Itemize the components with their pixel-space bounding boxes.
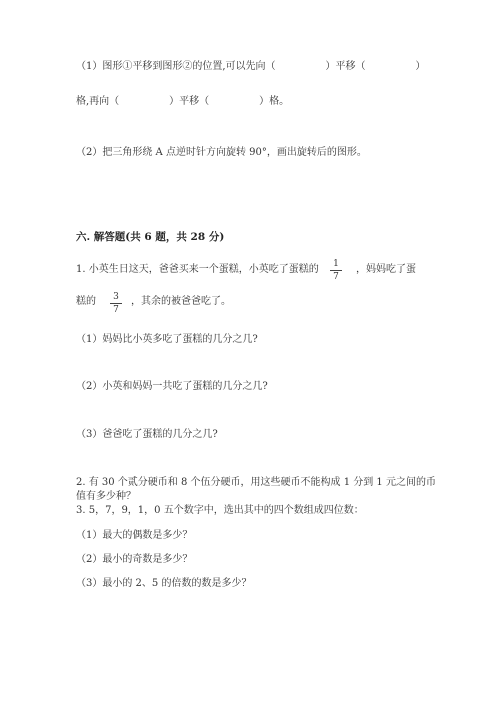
q1-stem-part-c: 糕的 [76, 296, 96, 307]
q1-sub-question-2: （2）小英和妈妈一共吃了蛋糕的几分之几? [76, 381, 268, 392]
q2-line-1: 2. 有 30 个贰分硬币和 8 个伍分硬币，用这些硬币不能构成 1 分到 1 元之间的币 [76, 477, 436, 488]
fraction-denominator: 7 [333, 272, 339, 282]
q5-part1-line2: 格,再向（ ）平移（ ）格。 [76, 96, 290, 107]
fraction-bar [330, 270, 342, 271]
q1-fraction-1 [329, 259, 343, 282]
q5-part2-line: （2）把三角形绕 A 点逆时针方向旋转 90°，画出旋转后的图形。 [76, 147, 367, 158]
q1-sub-question-1: （1）妈妈比小英多吃了蛋糕的几分之几? [76, 334, 258, 345]
q5-part1-line1: （1）图形①平移到图形②的位置,可以先向（ ）平移（ ） [76, 61, 426, 72]
q2-line-2: 值有多少种？ [76, 491, 136, 502]
q3-stem: 3. 5，7，9，1，0 五个数字中，选出其中的四个数组成四位数： [76, 505, 364, 516]
q3-sub-question-1: （1）最大的偶数是多少？ [76, 530, 193, 541]
fraction-bar [110, 303, 122, 304]
q1-stem-part-b: ，妈妈吃了蛋 [356, 264, 416, 275]
section-6-title: 六. 解答题(共 6 题，共 28 分) [76, 231, 225, 243]
fraction-denominator: 7 [113, 305, 119, 315]
q1-stem-part-d: ，其余的被爸爸吃了。 [131, 296, 231, 307]
q1-stem-part-a: 1. 小英生日这天，爸爸买来一个蛋糕，小英吃了蛋糕的 [76, 264, 319, 275]
q3-sub-question-3: （3）最小的 2、5 的倍数的数是多少？ [76, 578, 252, 589]
fraction-numerator: 1 [333, 259, 339, 269]
q3-sub-question-2: （2）最小的奇数是多少？ [76, 554, 193, 565]
q1-fraction-2 [109, 292, 123, 315]
fraction-numerator: 3 [113, 292, 119, 302]
q1-sub-question-3: （3）爸爸吃了蛋糕的几分之几? [76, 429, 218, 440]
